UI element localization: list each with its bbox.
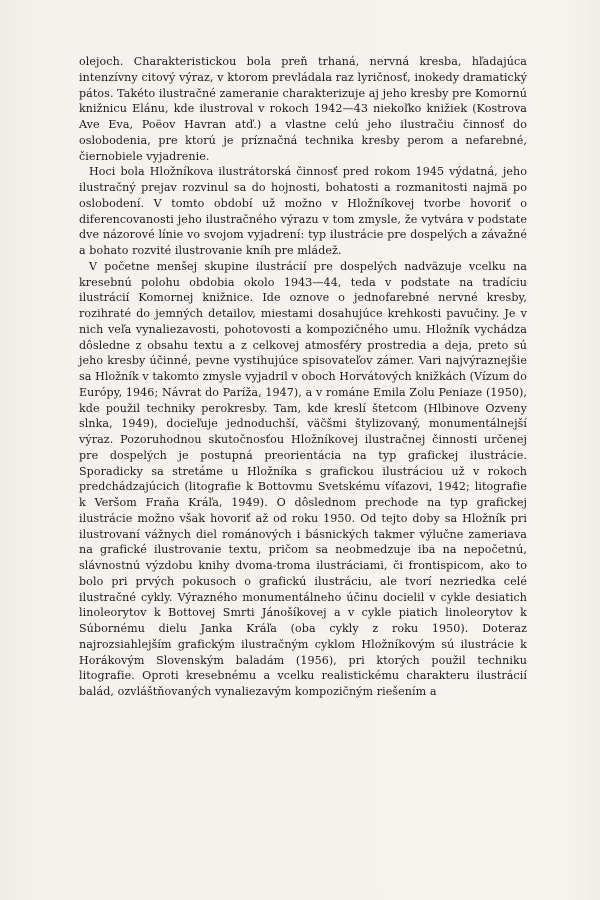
paragraph-3: V početne menšej skupine ilustrácií pre dospelých nadväzuje vcelku na kresebnú polohu obdobia okolo 1943—44, teda v podstate na tradíciu ilustrácií Komornej knižnice. Ide oznove o jednofarebné nervné kresby, rozihraté do jemných detailov, miestami dosahujúce krehkosti pavučiny. Je v nich veľa vynaliezavosti, pohotovosti a kompozičného umu. Hložník vychádza dôsledne z obsahu textu a z celkovej atmosféry prostredia a deja, preto sú jeho kresby účinné, pevne vystihujúce spisovateľov zámer. Vari najvýraznejšie sa Hložník v takomto zmysle vyjadril v oboch Horvátových knižkách (Vízum do Európy, 1946; Návrat do Paríža, 1947), a v románe Emila Zolu Peniaze (1950), kde použil techniky perokresby. Tam, kde kreslí štetcom (Hlbinove Ozveny slnka, 1949), docieľuje jednoduchší, väčšmi štylizovaný, monumentálnejší výraz. Pozoruhodnou skutočnosťou Hložníkovej ilustračnej činnosti určenej pre dospelých je postupná preorientácia na typ grafickej ilustrácie. Sporadicky sa stretáme u Hložníka s grafickou ilustráciou už v rokoch predchádzajúcich (litografie k Bottovmu Svetskému víťazovi, 1942; litografie k Veršom Fraňa Kráľa, 1949). O dôslednom prechode na typ grafickej ilustrácie možno však hovoriť až od roku 1950. Od tejto doby sa Hložník pri ilustrovaní vážnych diel románových i básnických takmer výlučne zameriava na grafické ilustrovanie textu, pričom sa neobmedzuje iba na nepočetnú, slávnostnú výzdobu knihy dvoma-troma ilustráciami, či frontispicom, ako to bolo pri prvých pokusoch o grafickú ilustráciu, ale tvorí nezriedka celé ilustračné cykly. Výrazného monumentálneho účinu docielil v cykle desiatich linoleorytov k Bottovej Smrti Jánošíkovej a v cykle piatich linoleorytov k Súbornému dielu Janka Kráľa (oba cykly z roku 1950). Doteraz najrozsiahlejším grafickým ilustračným cyklom Hložníkovým sú ilustrácie k Horákovým Slovenským baladám (1956), pri ktorých použil techniku litografie. Oproti kresebnému a vcelku realistickému charakteru ilustrácií balád, ozvláštňovaných vynaliezavým kompozičným riešením a bbox=[79, 259, 527, 698]
paragraph-1: olejoch. Charakteristickou bola preň trhaná, nervná kresba, hľadajúca intenzívny citový výraz, v ktorom prevládala raz lyričnosť, inokedy dramatický pátos. Takéto ilustračné zameranie charakterizuje aj jeho kresby pre Komornú knižnicu Elánu, kde ilustroval v rokoch 1942—43 niekoľko knižiek (Kostrova Ave Eva, Poëov Havran atď.) a vlastne celú jeho ilustračiu činnosť do oslobodenia, pre ktorú je príznačná technika kresby perom a nefarebné, čiernobiele vyjadrenie. bbox=[79, 55, 527, 163]
paragraph-2: Hoci bola Hložníkova ilustrátorská činnosť pred rokom 1945 výdatná, jeho ilustračný prejav rozvinul sa do hojnosti, bohatosti a rozmanitosti najmä po oslobodení. V tomto období už možno v Hložníkovej tvorbe hovoriť o diferencovanosti jeho ilustračného výrazu v tom zmysle, že vytvára v podstate dve názorové línie vo svojom vyjadrení: typ ilustrácie pre dospelých a závažné a bohato rozvité ilustrovanie kníh pre mládež. bbox=[79, 165, 527, 257]
body-text bbox=[79, 54, 527, 700]
